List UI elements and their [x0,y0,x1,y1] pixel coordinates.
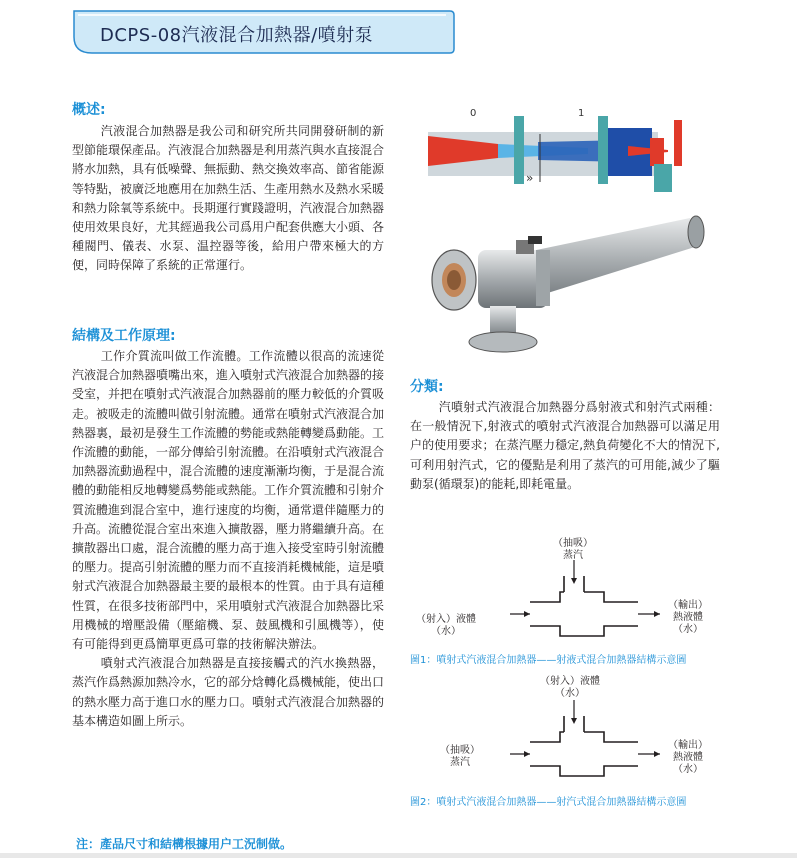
bottom-divider [0,853,797,858]
figure1-right-label: （輸出） 熱液體 （水） [668,600,708,635]
diagram-label-0: 0 [470,108,477,119]
page-title: DCPS-08汽液混合加熱器/噴射泵 [100,25,374,46]
figure2-left-label: （抽吸） 蒸汽 [440,745,480,768]
figure1-caption: 圖1：噴射式汽液混合加熱器——射液式混合加熱器結構示意圖 [410,655,687,666]
svg-text:»: » [526,171,534,185]
product-photo [428,210,718,358]
figure1-diagram [500,560,670,640]
figure2-right-label: （輸出） 熱液體 （水） [668,740,708,775]
figure2-top-label: （射入）液體 （水） [540,676,600,699]
figure1-left-label: （射入）液體 （水） [416,614,476,637]
figure1-top-label: （抽吸） 蒸汽 [553,538,593,561]
figure2-caption: 圖2：噴射式汽液混合加熱器——射汽式混合加熱器結構示意圖 [410,797,687,808]
classification-heading: 分類: [410,379,444,395]
overview-heading: 概述: [72,102,106,118]
overview-text: 汽液混合加熱器是我公司和研究所共同開發研制的新型節能環保產品。汽液混合加熱器是利用蒸汽與水直接混合將水加熱，具有低噪聲、無振動、熱交換效率高、節省能源等特點，被廣泛地應用在加熱生活、生產用熱水及熱水采暖和熱力除氧等系統中。長期運行實踐證明，汽液混合加熱器使用效果良好，尤其經過我公司爲用户配套供應大小頭、各種閥門、儀表、水泵、温控器等後，給用户帶來極大的方便，同時保障了系統的正常運行。 [72,124,385,273]
figure2-diagram [500,700,670,780]
classification-text: 汽噴射式汽液混合加熱器分爲射液式和射汽式兩種：在一般情況下,射液式的噴射式汽液混合加熱器可以滿足用户的使用要求；在蒸汽壓力穩定,熱負荷變化不大的情況下,可利用射汽式，它的優點是利用了蒸汽的可用能,減少了驅動泵(循環泵)的能耗,即耗電量。 [410,400,720,491]
cross-section-diagram [428,102,704,194]
diagram-label-1: 1 [578,108,585,119]
structure-heading: 結構及工作原理: [72,328,176,344]
structure-text: 工作介質流叫做工作流體。工作流體以很高的流速從汽液混合加熱器噴嘴出來，進入噴射式汽液混合加熱器的接受室，并把在噴射式汽液混合加熱器前的壓力較低的介質吸走。被吸走的流體叫做引射流體。通常在噴射式汽液混合加熱器裏，最初是發生工作流體的勢能或熱能轉變爲動能。工作流體的動能，一部分傳給引射流體。在沿噴射式汽液混合加熱器流動過程中，混合流體的速度漸漸均衡，于是混合流體的動能相反地轉變爲勢能或熱能。工作介質流體和引射介質流體進到混合室中，進行速度的均衡，通常還伴隨壓力的升高。流體從混合室出來進入擴散器，壓力將繼續升高。在擴散器出口處，混合流體的壓力高于進入接受室時引射流體的壓力。提高引射流體的壓力而不直接消耗機械能，這是噴射式汽液混合加熱器最主要的最根本的性質。由于具有這種性質，在很多技術部門中，采用噴射式汽液混合加熱器比采用機械的增壓設備（壓縮機、泵、鼓風機和引風機等），使有可能得到更爲簡單更爲可靠的技術解決辦法。 噴射式汽液混合加熱器是直接接觸式的汽水換熱器，蒸汽作爲熱源加熱冷水，它的部分焓轉化爲機械能，使出口的熱水壓力高于進口水的壓力口。噴射式汽液混合加熱器的基本構造如圖上所示。 [72,349,385,728]
footer-note: 注：產品尺寸和結構根據用户工況制做。 [76,837,293,851]
